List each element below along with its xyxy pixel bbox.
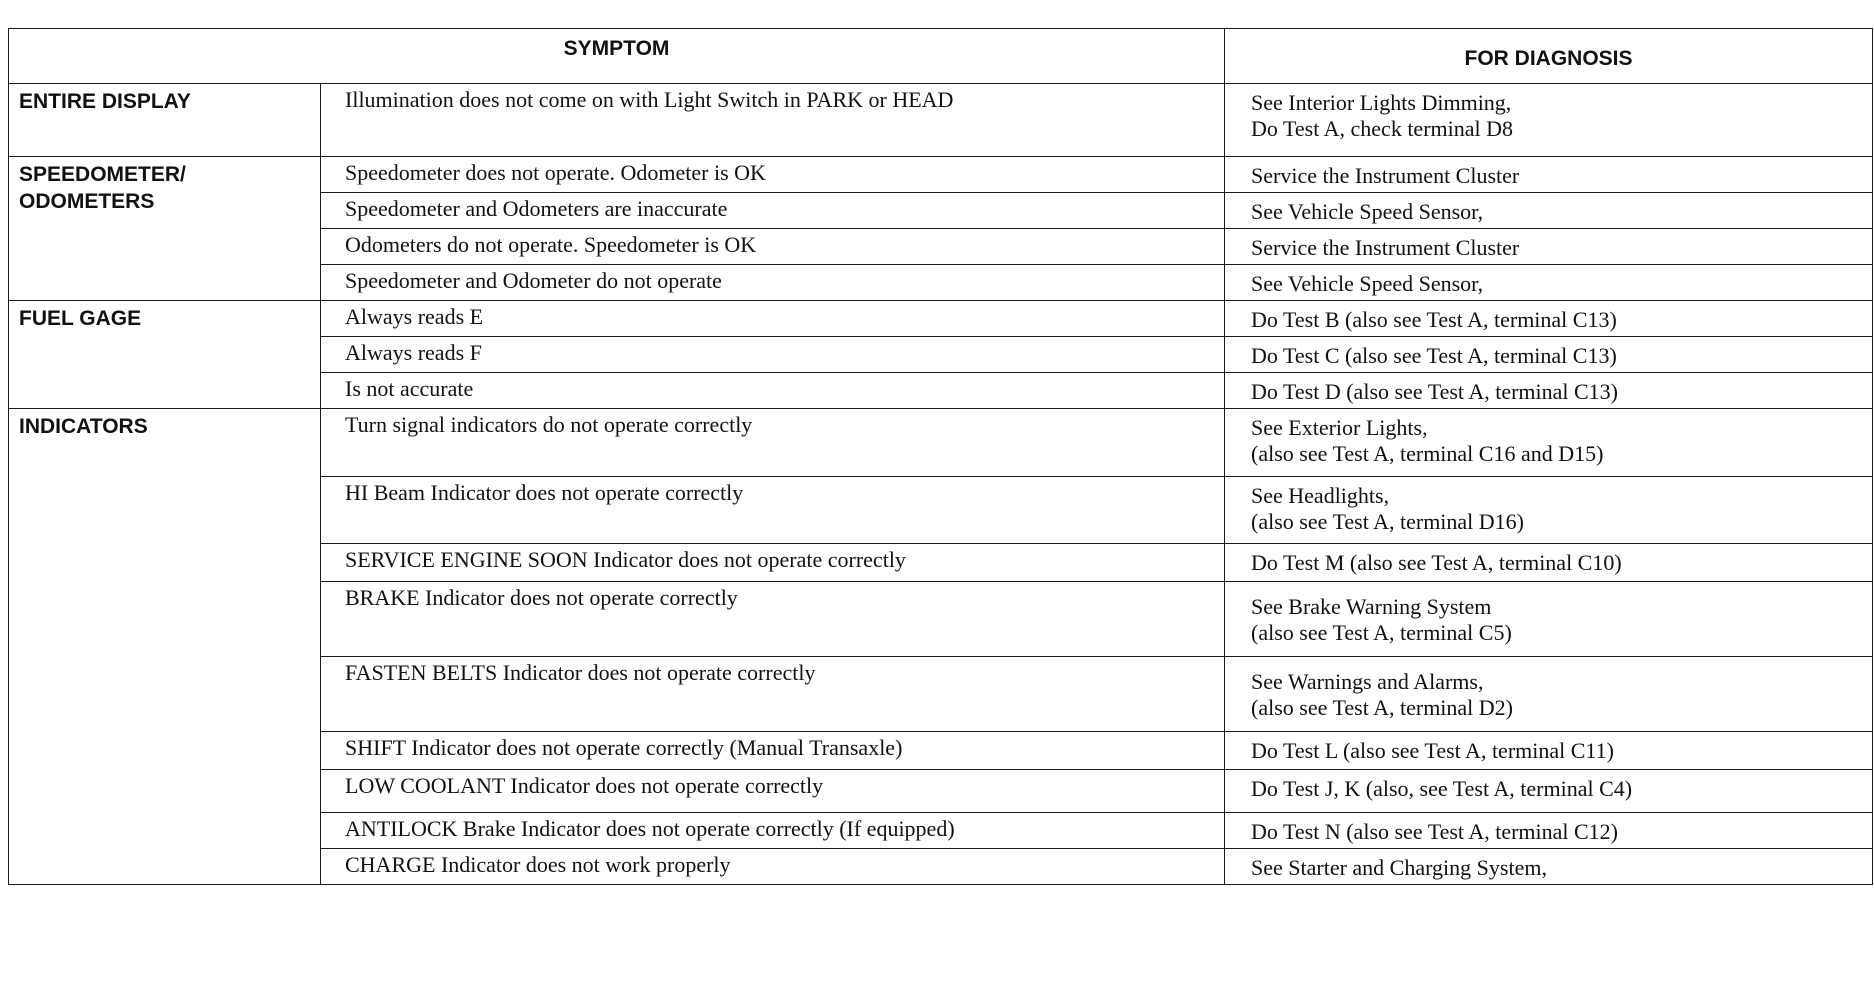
diagnosis-cell bbox=[1225, 193, 1873, 229]
diagnosis-cell bbox=[1225, 409, 1873, 477]
diagnosis-line: Do Test M (also see Test A, terminal C10) bbox=[1251, 550, 1622, 575]
diagnosis-sheet bbox=[8, 28, 1872, 984]
symptom-cell: Is not accurate bbox=[321, 373, 1225, 409]
diagnosis-cell bbox=[1225, 229, 1873, 265]
symptom-cell: BRAKE Indicator does not operate correctly bbox=[321, 582, 1225, 657]
diagnosis-cell bbox=[1225, 657, 1873, 732]
symptom-cell: Odometers do not operate. Speedometer is OK bbox=[321, 229, 1225, 265]
symptom-cell: SERVICE ENGINE SOON Indicator does not operate correctly bbox=[321, 544, 1225, 582]
table-row bbox=[9, 409, 1873, 477]
diagnosis-cell bbox=[1225, 84, 1873, 157]
table-row bbox=[9, 157, 1873, 193]
diagnosis-cell bbox=[1225, 849, 1873, 885]
diagnosis-line: (also see Test A, terminal D2) bbox=[1251, 695, 1514, 720]
diagnosis-line: See Vehicle Speed Sensor, bbox=[1251, 199, 1484, 224]
diagnosis-line: Service the Instrument Cluster bbox=[1251, 163, 1520, 188]
diagnosis-cell bbox=[1225, 265, 1873, 301]
diagnosis-cell bbox=[1225, 157, 1873, 193]
symptom-cell: Speedometer and Odometer do not operate bbox=[321, 265, 1225, 301]
symptom-cell: SHIFT Indicator does not operate correctly (Manual Transaxle) bbox=[321, 732, 1225, 770]
table-header-row bbox=[9, 29, 1873, 84]
diagnosis-cell bbox=[1225, 373, 1873, 409]
diagnosis-cell bbox=[1225, 477, 1873, 544]
category-cell bbox=[9, 157, 321, 301]
diagnosis-cell bbox=[1225, 544, 1873, 582]
diagnosis-line: Do Test A, check terminal D8 bbox=[1251, 116, 1514, 141]
diagnosis-line: See Starter and Charging System, bbox=[1251, 855, 1547, 880]
diagnosis-line: See Headlights, bbox=[1251, 483, 1390, 508]
category-label: SPEEDOMETER/ ODOMETERS bbox=[19, 163, 186, 213]
category-cell bbox=[9, 301, 321, 409]
table-row bbox=[9, 301, 1873, 337]
symptom-cell: Always reads E bbox=[321, 301, 1225, 337]
diagnosis-cell bbox=[1225, 337, 1873, 373]
diagnosis-cell bbox=[1225, 813, 1873, 849]
table-body bbox=[9, 84, 1873, 885]
symptom-cell: FASTEN BELTS Indicator does not operate correctly bbox=[321, 657, 1225, 732]
symptom-diagnosis-table bbox=[8, 28, 1873, 885]
diagnosis-line: See Warnings and Alarms, bbox=[1251, 669, 1484, 694]
symptom-cell: Always reads F bbox=[321, 337, 1225, 373]
category-cell bbox=[9, 84, 321, 157]
diagnosis-header: FOR DIAGNOSIS bbox=[1225, 29, 1873, 84]
category-label: FUEL GAGE bbox=[19, 307, 142, 330]
category-label: INDICATORS bbox=[19, 415, 148, 438]
diagnosis-cell bbox=[1225, 732, 1873, 770]
diagnosis-line: (also see Test A, terminal D16) bbox=[1251, 509, 1525, 534]
diagnosis-cell bbox=[1225, 770, 1873, 813]
symptom-cell: HI Beam Indicator does not operate correctly bbox=[321, 477, 1225, 544]
diagnosis-line: See Vehicle Speed Sensor, bbox=[1251, 271, 1484, 296]
category-label: ENTIRE DISPLAY bbox=[19, 90, 191, 113]
diagnosis-line: Do Test N (also see Test A, terminal C12) bbox=[1251, 819, 1619, 844]
diagnosis-line: Do Test D (also see Test A, terminal C13) bbox=[1251, 379, 1619, 404]
diagnosis-line: (also see Test A, terminal C16 and D15) bbox=[1251, 441, 1604, 466]
diagnosis-line: Do Test B (also see Test A, terminal C13) bbox=[1251, 307, 1617, 332]
symptom-cell: Speedometer and Odometers are inaccurate bbox=[321, 193, 1225, 229]
diagnosis-cell bbox=[1225, 582, 1873, 657]
diagnosis-line: Do Test L (also see Test A, terminal C11) bbox=[1251, 738, 1614, 763]
symptom-cell: ANTILOCK Brake Indicator does not operate correctly (If equipped) bbox=[321, 813, 1225, 849]
table-row bbox=[9, 84, 1873, 157]
diagnosis-line: Do Test C (also see Test A, terminal C13) bbox=[1251, 343, 1617, 368]
symptom-cell: Speedometer does not operate. Odometer is OK bbox=[321, 157, 1225, 193]
symptom-header: SYMPTOM bbox=[9, 29, 1225, 84]
diagnosis-line: Service the Instrument Cluster bbox=[1251, 235, 1520, 260]
diagnosis-line: Do Test J, K (also, see Test A, terminal C4) bbox=[1251, 776, 1633, 801]
diagnosis-line: See Interior Lights Dimming, bbox=[1251, 90, 1512, 115]
symptom-cell: Turn signal indicators do not operate correctly bbox=[321, 409, 1225, 477]
symptom-cell: Illumination does not come on with Light Switch in PARK or HEAD bbox=[321, 84, 1225, 157]
diagnosis-line: See Exterior Lights, bbox=[1251, 415, 1428, 440]
diagnosis-cell bbox=[1225, 301, 1873, 337]
diagnosis-line: See Brake Warning System bbox=[1251, 594, 1492, 619]
category-cell bbox=[9, 409, 321, 885]
symptom-cell: LOW COOLANT Indicator does not operate correctly bbox=[321, 770, 1225, 813]
symptom-cell: CHARGE Indicator does not work properly bbox=[321, 849, 1225, 885]
diagnosis-line: (also see Test A, terminal C5) bbox=[1251, 620, 1512, 645]
